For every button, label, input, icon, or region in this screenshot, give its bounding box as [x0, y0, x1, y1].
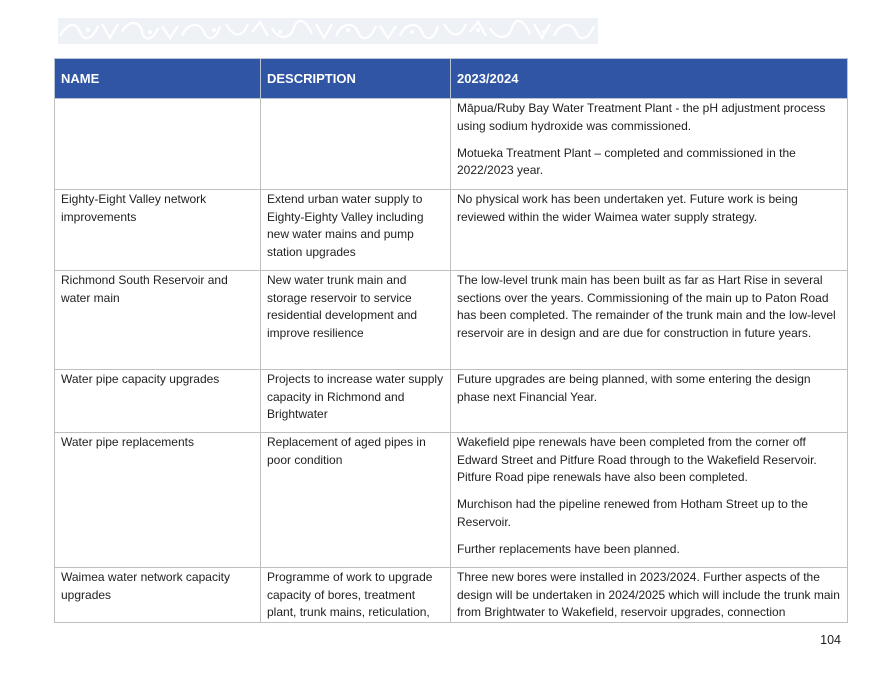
description-cell: New water trunk main and storage reservoir to service residential development and improve resilience	[261, 271, 451, 370]
status-cell	[451, 271, 848, 370]
header-description: DESCRIPTION	[261, 59, 451, 99]
status-cell	[451, 99, 848, 190]
description-cell: Programme of work to upgrade capacity of bores, treatment plant, trunk mains, reticulation,	[261, 568, 451, 623]
name-cell: Waimea water network capacity upgrades	[55, 568, 261, 623]
table-header-row	[55, 59, 848, 99]
header-name: NAME	[55, 59, 261, 99]
table-row	[55, 433, 848, 568]
description-cell: Extend urban water supply to Eighty-Eighty Valley including new water mains and pump station upgrades	[261, 190, 451, 271]
name-cell: Eighty-Eight Valley network improvements	[55, 190, 261, 271]
table-row	[55, 568, 848, 623]
name-cell: Water pipe replacements	[55, 433, 261, 568]
description-cell	[261, 99, 451, 190]
table-row	[55, 271, 848, 370]
status-paragraph: Three new bores were installed in 2023/2024. Further aspects of the design will be undertaken in 2024/2025 which will include the trunk main from Brightwater to Wakefield, reservoir upgrades, connection	[457, 570, 840, 620]
status-paragraph: The low-level trunk main has been built as far as Hart Rise in several sections over the years. Commissioning of the main up to Paton Road has been completed. The remainder of the trunk main and the low-level reservoir are in design and are due for construction in future years.	[457, 273, 836, 340]
status-paragraph: Murchison had the pipeline renewed from Hotham Street up to the Reservoir.	[457, 497, 808, 529]
page-number: 104	[820, 633, 841, 647]
table-row	[55, 190, 848, 271]
status-paragraph: No physical work has been undertaken yet. Future work is being reviewed within the wider Waimea water supply strategy.	[457, 192, 798, 224]
status-paragraph: Future upgrades are being planned, with some entering the design phase next Financial Year.	[457, 372, 811, 404]
status-cell	[451, 190, 848, 271]
table-row	[55, 370, 848, 433]
table-row	[55, 99, 848, 190]
name-cell	[55, 99, 261, 190]
description-cell: Projects to increase water supply capacity in Richmond and Brightwater	[261, 370, 451, 433]
name-cell: Water pipe capacity upgrades	[55, 370, 261, 433]
projects-table	[54, 58, 848, 623]
status-cell	[451, 370, 848, 433]
status-cell	[451, 433, 848, 568]
name-cell: Richmond South Reservoir and water main	[55, 271, 261, 370]
status-paragraph: Māpua/Ruby Bay Water Treatment Plant - the pH adjustment process using sodium hydroxide was commissioned.	[457, 101, 826, 133]
status-paragraph: Wakefield pipe renewals have been completed from the corner off Edward Street and Pitfure Road through to the Wakefield Reservoir. Pitfure Road pipe renewals have also been completed.	[457, 435, 817, 485]
decorative-pattern-banner	[58, 18, 598, 44]
status-paragraph: Motueka Treatment Plant – completed and commissioned in the 2022/2023 year.	[457, 145, 796, 178]
description-cell: Replacement of aged pipes in poor condition	[261, 433, 451, 568]
header-year: 2023/2024	[451, 59, 848, 99]
status-paragraph: Further replacements have been planned.	[457, 541, 680, 556]
status-cell	[451, 568, 848, 623]
